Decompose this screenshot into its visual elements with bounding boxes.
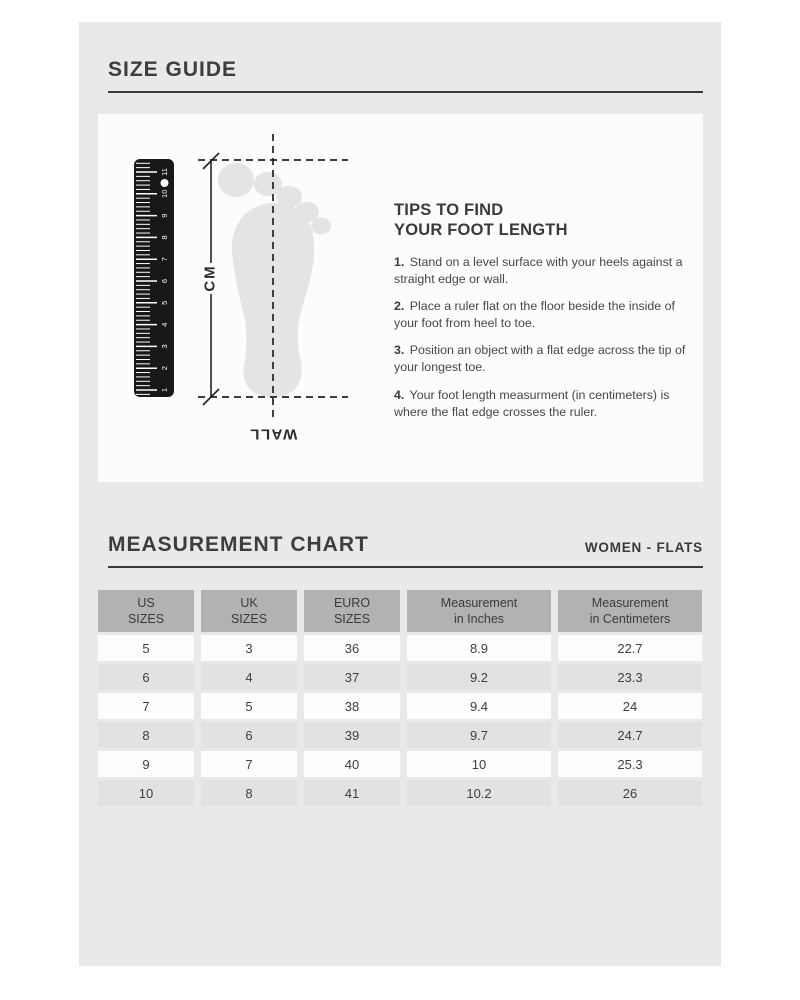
measurement-table (98, 590, 703, 806)
table-cell: 24.7 (558, 722, 702, 748)
ruler-hole (161, 179, 169, 187)
ruler-icon (134, 159, 174, 397)
table-cell: 24 (558, 693, 702, 719)
table-cell: 41 (304, 780, 400, 806)
tips-section (394, 200, 694, 431)
size-guide-header (108, 58, 703, 93)
table-cell: 10.2 (407, 780, 551, 806)
wall-label: WALL (248, 425, 298, 443)
table-cell: 39 (304, 722, 400, 748)
tip-item: 1. Stand on a level surface with your heels against a straight edge or wall. (394, 254, 683, 287)
table-cell: 5 (98, 635, 194, 661)
column-header: UK SIZES (201, 590, 297, 632)
svg-text:1: 1 (160, 387, 169, 393)
table-cell: 8.9 (407, 635, 551, 661)
table-cell: 5 (201, 693, 297, 719)
table-cell: 9.4 (407, 693, 551, 719)
svg-text:10: 10 (160, 189, 169, 198)
category-label: WOMEN - FLATS (584, 540, 703, 555)
svg-text:11: 11 (160, 168, 169, 176)
measurement-chart-header (108, 533, 703, 568)
table-cell: 6 (98, 664, 194, 690)
table-cell: 23.3 (558, 664, 702, 690)
svg-text:8: 8 (160, 235, 169, 240)
svg-text:7: 7 (160, 257, 169, 262)
svg-text:2: 2 (160, 366, 170, 371)
table-cell: 8 (98, 722, 194, 748)
tips-heading-line2: YOUR FOOT LENGTH (394, 221, 568, 240)
size-guide-card (79, 22, 721, 966)
table-cell: 10 (98, 780, 194, 806)
footprint-icon (218, 163, 331, 397)
measuring-illustration-panel (98, 114, 703, 482)
table-cell: 3 (201, 635, 297, 661)
svg-text:9: 9 (160, 213, 169, 218)
table-cell: 4 (201, 664, 297, 690)
tip-item: 4. Your foot length measurment (in centimeters) is where the flat edge crosses the ruler. (394, 387, 670, 419)
table-cell: 8 (201, 780, 297, 806)
table-cell: 25.3 (558, 751, 702, 777)
column-header: EURO SIZES (304, 590, 400, 632)
table-cell: 26 (558, 780, 702, 806)
table-cell: 37 (304, 664, 400, 690)
table-cell: 38 (304, 693, 400, 719)
column-header: Measurement in Centimeters (558, 590, 702, 632)
svg-text:5: 5 (160, 300, 169, 305)
tip-item: 2. Place a ruler flat on the floor beside the inside of your foot from heel to toe. (394, 299, 675, 331)
table-cell: 9.7 (407, 722, 551, 748)
table-cell: 7 (201, 751, 297, 777)
column-header: Measurement in Inches (407, 590, 551, 632)
tips-heading (394, 200, 694, 241)
tips-list (394, 254, 694, 421)
table-cell: 10 (407, 751, 551, 777)
table-cell: 6 (201, 722, 297, 748)
table-cell: 9.2 (407, 664, 551, 690)
tips-heading-line1: TIPS TO FIND (394, 201, 504, 219)
column-header: US SIZES (98, 590, 194, 632)
page-title: SIZE GUIDE (108, 58, 238, 81)
svg-text:4: 4 (160, 322, 169, 327)
table-cell: 40 (304, 751, 400, 777)
table-cell: 22.7 (558, 635, 702, 661)
svg-text:3: 3 (160, 344, 169, 349)
tip-item: 3. Position an object with a flat edge across the tip of your longest toe. (394, 343, 686, 375)
table-cell: 36 (304, 635, 400, 661)
measurement-chart-title: MEASUREMENT CHART (108, 533, 369, 556)
svg-text:6: 6 (160, 278, 169, 284)
table-cell: 7 (98, 693, 194, 719)
table-cell: 9 (98, 751, 194, 777)
cm-label: CM (201, 264, 219, 292)
